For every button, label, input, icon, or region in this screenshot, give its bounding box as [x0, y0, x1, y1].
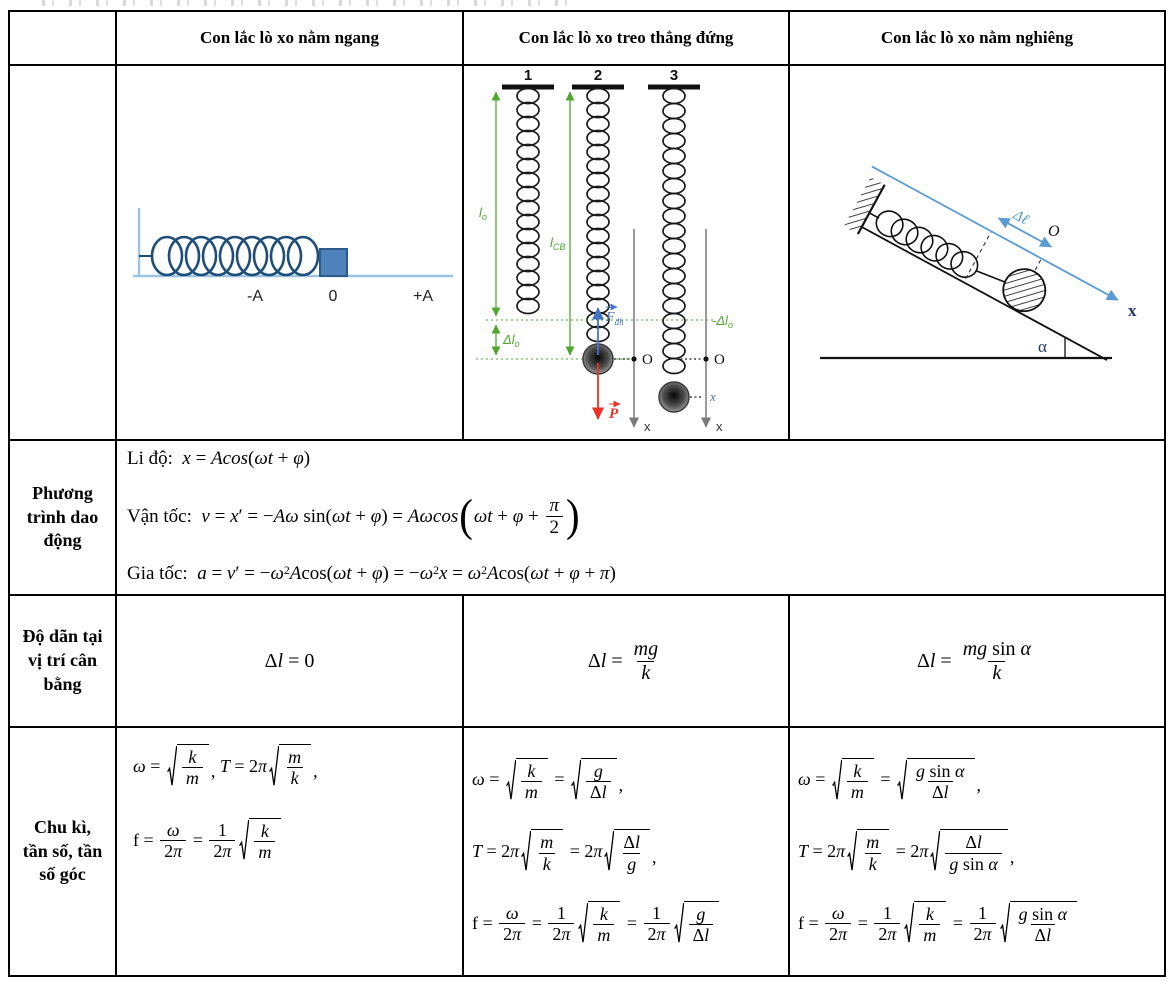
- formula-extension-vertical: Δ l = $\frac{mg}{k}$: [587, 638, 659, 684]
- incline-wall: [844, 177, 885, 234]
- equilibrium-length-label: $l_{CB}$: [550, 235, 566, 252]
- spring-3-displaced: [663, 89, 685, 374]
- extension-vertical-cell: [464, 596, 790, 728]
- spring1-number: 1: [523, 67, 533, 84]
- diagram-cell-horizontal: [117, 66, 464, 441]
- header-inclined-label: Con lắc lò xo nằm nghiêng: [880, 27, 1074, 47]
- spring-pendulum-table: [8, 10, 1166, 977]
- extension-inclined-cell: [790, 596, 1164, 728]
- equations-cell: [117, 441, 1164, 596]
- period-inclined-cell: [790, 728, 1164, 975]
- x-axis-1-label: x: [644, 419, 651, 434]
- formula-extension-inclined: Δ l = mg sin α k: [916, 638, 1031, 684]
- displacement-label: x: [710, 389, 716, 404]
- header-horizontal: [117, 12, 464, 66]
- incline-angle-label: α: [1038, 337, 1047, 356]
- incline-x-label: x: [1128, 301, 1137, 320]
- formula-omega-inclined: ω = $\frac{k}{m}$ = g sin α Δ l ,: [798, 758, 981, 802]
- label-zero: 0: [328, 288, 338, 305]
- formula-velocity: Vận tốc: v = x ′ = − Aω sin( ωt + φ ) = Aωcos ( ωt + φ + $\frac{\pi}{2}$ ): [127, 490, 580, 541]
- formula-period-inclined: T = 2 π $\frac{m}{k}$ = 2 π Δ l g sin α ,: [798, 829, 1014, 873]
- mass-ball-displaced: [659, 382, 689, 412]
- formula-acceleration: Gia tốc: a = v ′ = − ω 2 A cos( ωt + φ ) = − ω 2 x = ω 2 A cos( ωt + φ + π ): [127, 563, 616, 584]
- diagram-cell-vertical: [464, 66, 790, 441]
- header-vertical: [464, 12, 790, 66]
- incline-group: [840, 137, 1150, 368]
- spring-1-natural: [517, 89, 539, 314]
- formula-frequency-vertical: f = ω 2 π = 1 2 π $\frac{k}{m}$ = 1 2 π g Δ l: [472, 901, 721, 945]
- diagram-row-label-empty: [10, 66, 117, 441]
- origin-dot-2: [703, 356, 708, 361]
- vertical-pendulum-diagram: [472, 67, 782, 437]
- formula-frequency-inclined: f = ω 2 π = 1 2 π $\frac{k}{m}$ = 1 2 π g sin α Δ l: [798, 901, 1079, 945]
- header-inclined: [790, 12, 1164, 66]
- origin-dot-1: [631, 356, 636, 361]
- spring-to-ball-link: [976, 267, 1006, 286]
- formula-displacement: Li độ: x = Acos ( ωt + φ ): [127, 448, 311, 469]
- elastic-force-label: $F_{đh}$: [606, 310, 624, 327]
- spring3-number: 3: [669, 67, 679, 84]
- equilibrium-position-dashed: [1035, 259, 1041, 270]
- inclined-pendulum-diagram: [790, 66, 1162, 439]
- header-horizontal-label: Con lắc lò xo nằm ngang: [200, 27, 379, 47]
- row-label-period: Chu kì, tần số, tần số góc: [10, 728, 117, 975]
- horizontal-spring: [152, 237, 318, 275]
- label-pos-A: +A: [412, 288, 434, 305]
- natural-length-label: $l_o$: [479, 205, 487, 222]
- formula-period-vertical: T = 2 π $\frac{m}{k}$ = 2 π Δ l g ,: [472, 829, 656, 873]
- mass-block: [320, 249, 347, 276]
- row-label-extension: Độ dãn tại vị trí cân bằng: [10, 596, 117, 728]
- delta-l0-label: $\Delta l_o$: [503, 332, 520, 349]
- formula-extension-horizontal: Δ l = 0: [264, 649, 315, 672]
- row-label-equations: Phương trình dao động: [10, 441, 117, 596]
- mass-ball-incline: [996, 262, 1053, 319]
- period-horizontal-cell: [117, 728, 464, 975]
- spring2-number: 2: [593, 67, 603, 84]
- extension-horizontal-cell: [117, 596, 464, 728]
- formula-omega-T-horizontal: ω = $\frac{k}{m}$ , T = 2 π $\frac{m}{k}$ ,: [133, 744, 318, 788]
- horizontal-pendulum-diagram: [121, 188, 457, 310]
- incline-surface: [860, 226, 1107, 360]
- incline-origin-label: O: [1048, 223, 1060, 240]
- x-axis-2-label: x: [716, 419, 723, 434]
- origin-2-label: O: [714, 352, 725, 368]
- weight-label: P: [609, 406, 619, 422]
- diagram-cell-inclined: [790, 66, 1164, 441]
- formula-omega-vertical: ω = $\frac{k}{m}$ = g Δ l ,: [472, 758, 623, 802]
- period-vertical-cell: [464, 728, 790, 975]
- spring-2-equilibrium: [587, 89, 609, 342]
- label-neg-A: -A: [247, 288, 263, 305]
- formula-frequency-horizontal: f = ω 2 π = 1 2 π $\frac{k}{m}$: [133, 818, 283, 862]
- origin-1-label: O: [642, 352, 653, 368]
- neg-delta-l0-label: $-\Delta l_o$: [712, 313, 733, 330]
- delta-l-label: Δℓ: [1010, 207, 1032, 229]
- header-vertical-label: Con lắc lò xo treo thẳng đứng: [518, 27, 734, 47]
- cropped-text-strip: [42, 0, 582, 6]
- header-empty: [10, 12, 117, 66]
